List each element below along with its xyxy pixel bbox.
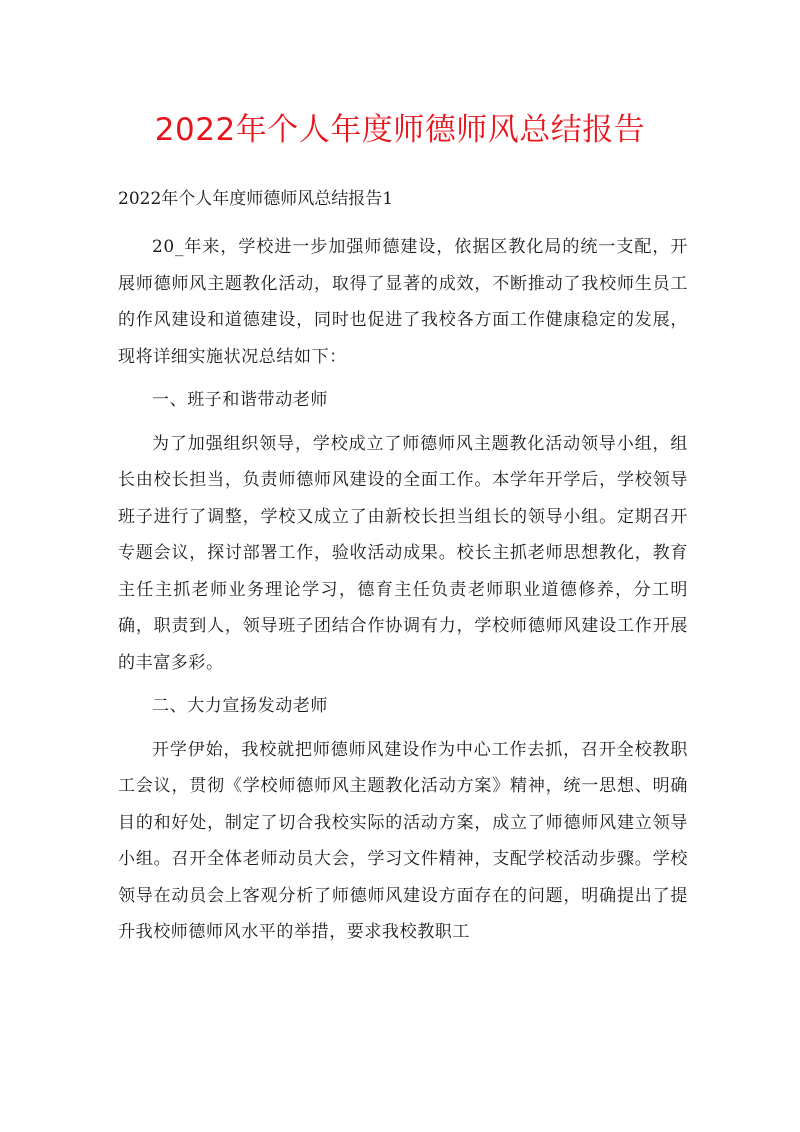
- paragraph-gap: [118, 725, 688, 732]
- paragraph-section-1: 为了加强组织领导，学校成立了师德师风主题教化活动领导小组，组长由校长担当，负责师德师风建设的全面工作。本学年开学后，学校领导班子进行了调整，学校又成立了由新校长担当组长的领导小组。定期召开专题会议，探讨部署工作，验收活动成果。校长主抓老师思想教化，教育主任主抓老师业务理论学习，德育主任负责老师职业道德修养，分工明确，职责到人，领导班子团结合作协调有力，学校师德师风建设工作开展的丰富多彩。: [118, 433, 688, 673]
- paragraph-section-2: 开学伊始，我校就把师德师风建设作为中心工作去抓，召开全校教职工会议，贯彻《学校师德师风主题教化活动方案》精神，统一思想、明确目的和好处，制定了切合我校实际的活动方案，成立了师德师风建立领导小组。召开全体老师动员大会，学习文件精神，支配学校活动步骤。学校领导在动员会上客观分析了师德师风建设方面存在的问题，明确提出了提升我校师德师风水平的举措，要求我校教职工: [118, 739, 688, 942]
- paragraph-gap: [118, 419, 688, 426]
- paragraph-gap: [118, 375, 688, 382]
- paragraph-intro: 20_年来，学校进一步加强师德建设，依据区教化局的统一支配，开展师德师风主题教化活动，取得了显著的成效，不断推动了我校师生员工的作风建设和道德建设，同时也促进了我校各方面工作健康稳定的发展，现将详细实施状况总结如下：: [118, 237, 688, 367]
- document-subtitle: 2022年个人年度师德师风总结报告1: [118, 189, 394, 209]
- section-heading-2: 二、大力宣扬发动老师: [152, 696, 328, 716]
- section-heading-1: 一、班子和谐带动老师: [152, 390, 328, 410]
- document-title: 2022年个人年度师德师风总结报告: [154, 112, 646, 148]
- paragraph-gap: [118, 681, 688, 688]
- document-body: [118, 229, 688, 951]
